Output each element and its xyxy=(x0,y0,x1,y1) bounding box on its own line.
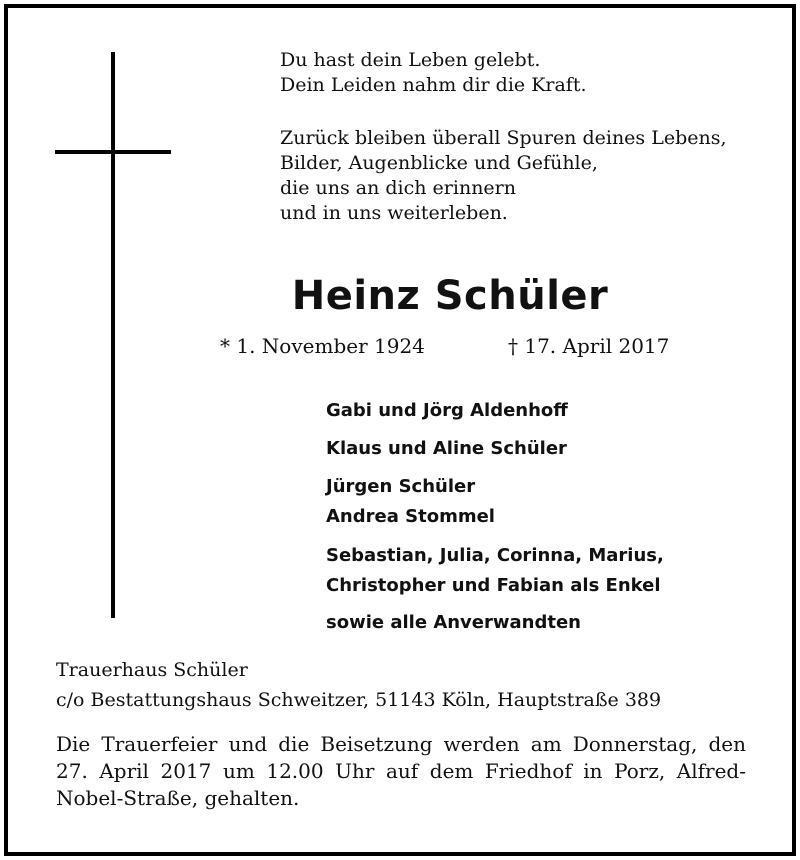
birth-date: * 1. November 1924 xyxy=(220,334,425,358)
poem-stanza-1 xyxy=(280,48,780,98)
funeral-line: 27. April 2017 um 12.00 Uhr auf dem Friedhof in Porz, Alfred- xyxy=(56,759,746,783)
mourner-line: Gabi und Jörg Aldenhoff xyxy=(326,400,568,421)
mourning-house: Trauerhaus Schüler xyxy=(56,659,248,681)
mourner-line: Sebastian, Julia, Corinna, Marius, xyxy=(326,545,664,566)
poem-line: die uns an dich erinnern xyxy=(280,177,516,199)
poem-line: Dein Leiden nahm dir die Kraft. xyxy=(280,74,587,96)
funeral-line: Die Trauerfeier und die Beisetzung werden am Donnerstag, den xyxy=(56,732,746,756)
mourner-line: Andrea Stommel xyxy=(326,506,495,527)
death-date: † 17. April 2017 xyxy=(508,334,670,358)
poem-stanza-2 xyxy=(280,126,780,226)
poem-line: Zurück bleiben überall Spuren deines Lebens, xyxy=(280,127,727,149)
mourner-line: Christopher und Fabian als Enkel xyxy=(326,575,661,596)
cross-icon xyxy=(111,52,115,618)
funeral-home-address: c/o Bestattungshaus Schweitzer, 51143 Köln, Hauptstraße 389 xyxy=(56,689,662,711)
mourner-line: Klaus und Aline Schüler xyxy=(326,438,567,459)
funeral-line: Nobel-Straße, gehalten. xyxy=(56,786,300,810)
poem-line: Bilder, Augenblicke und Gefühle, xyxy=(280,152,598,174)
cross-bar xyxy=(55,150,171,154)
funeral-details xyxy=(56,731,746,812)
mourner-line: sowie alle Anverwandten xyxy=(326,612,581,633)
poem-line: und in uns weiterleben. xyxy=(280,202,508,224)
poem-line: Du hast dein Leben gelebt. xyxy=(280,49,541,71)
deceased-name: Heinz Schüler xyxy=(291,273,609,319)
mourner-line: Jürgen Schüler xyxy=(326,476,476,497)
